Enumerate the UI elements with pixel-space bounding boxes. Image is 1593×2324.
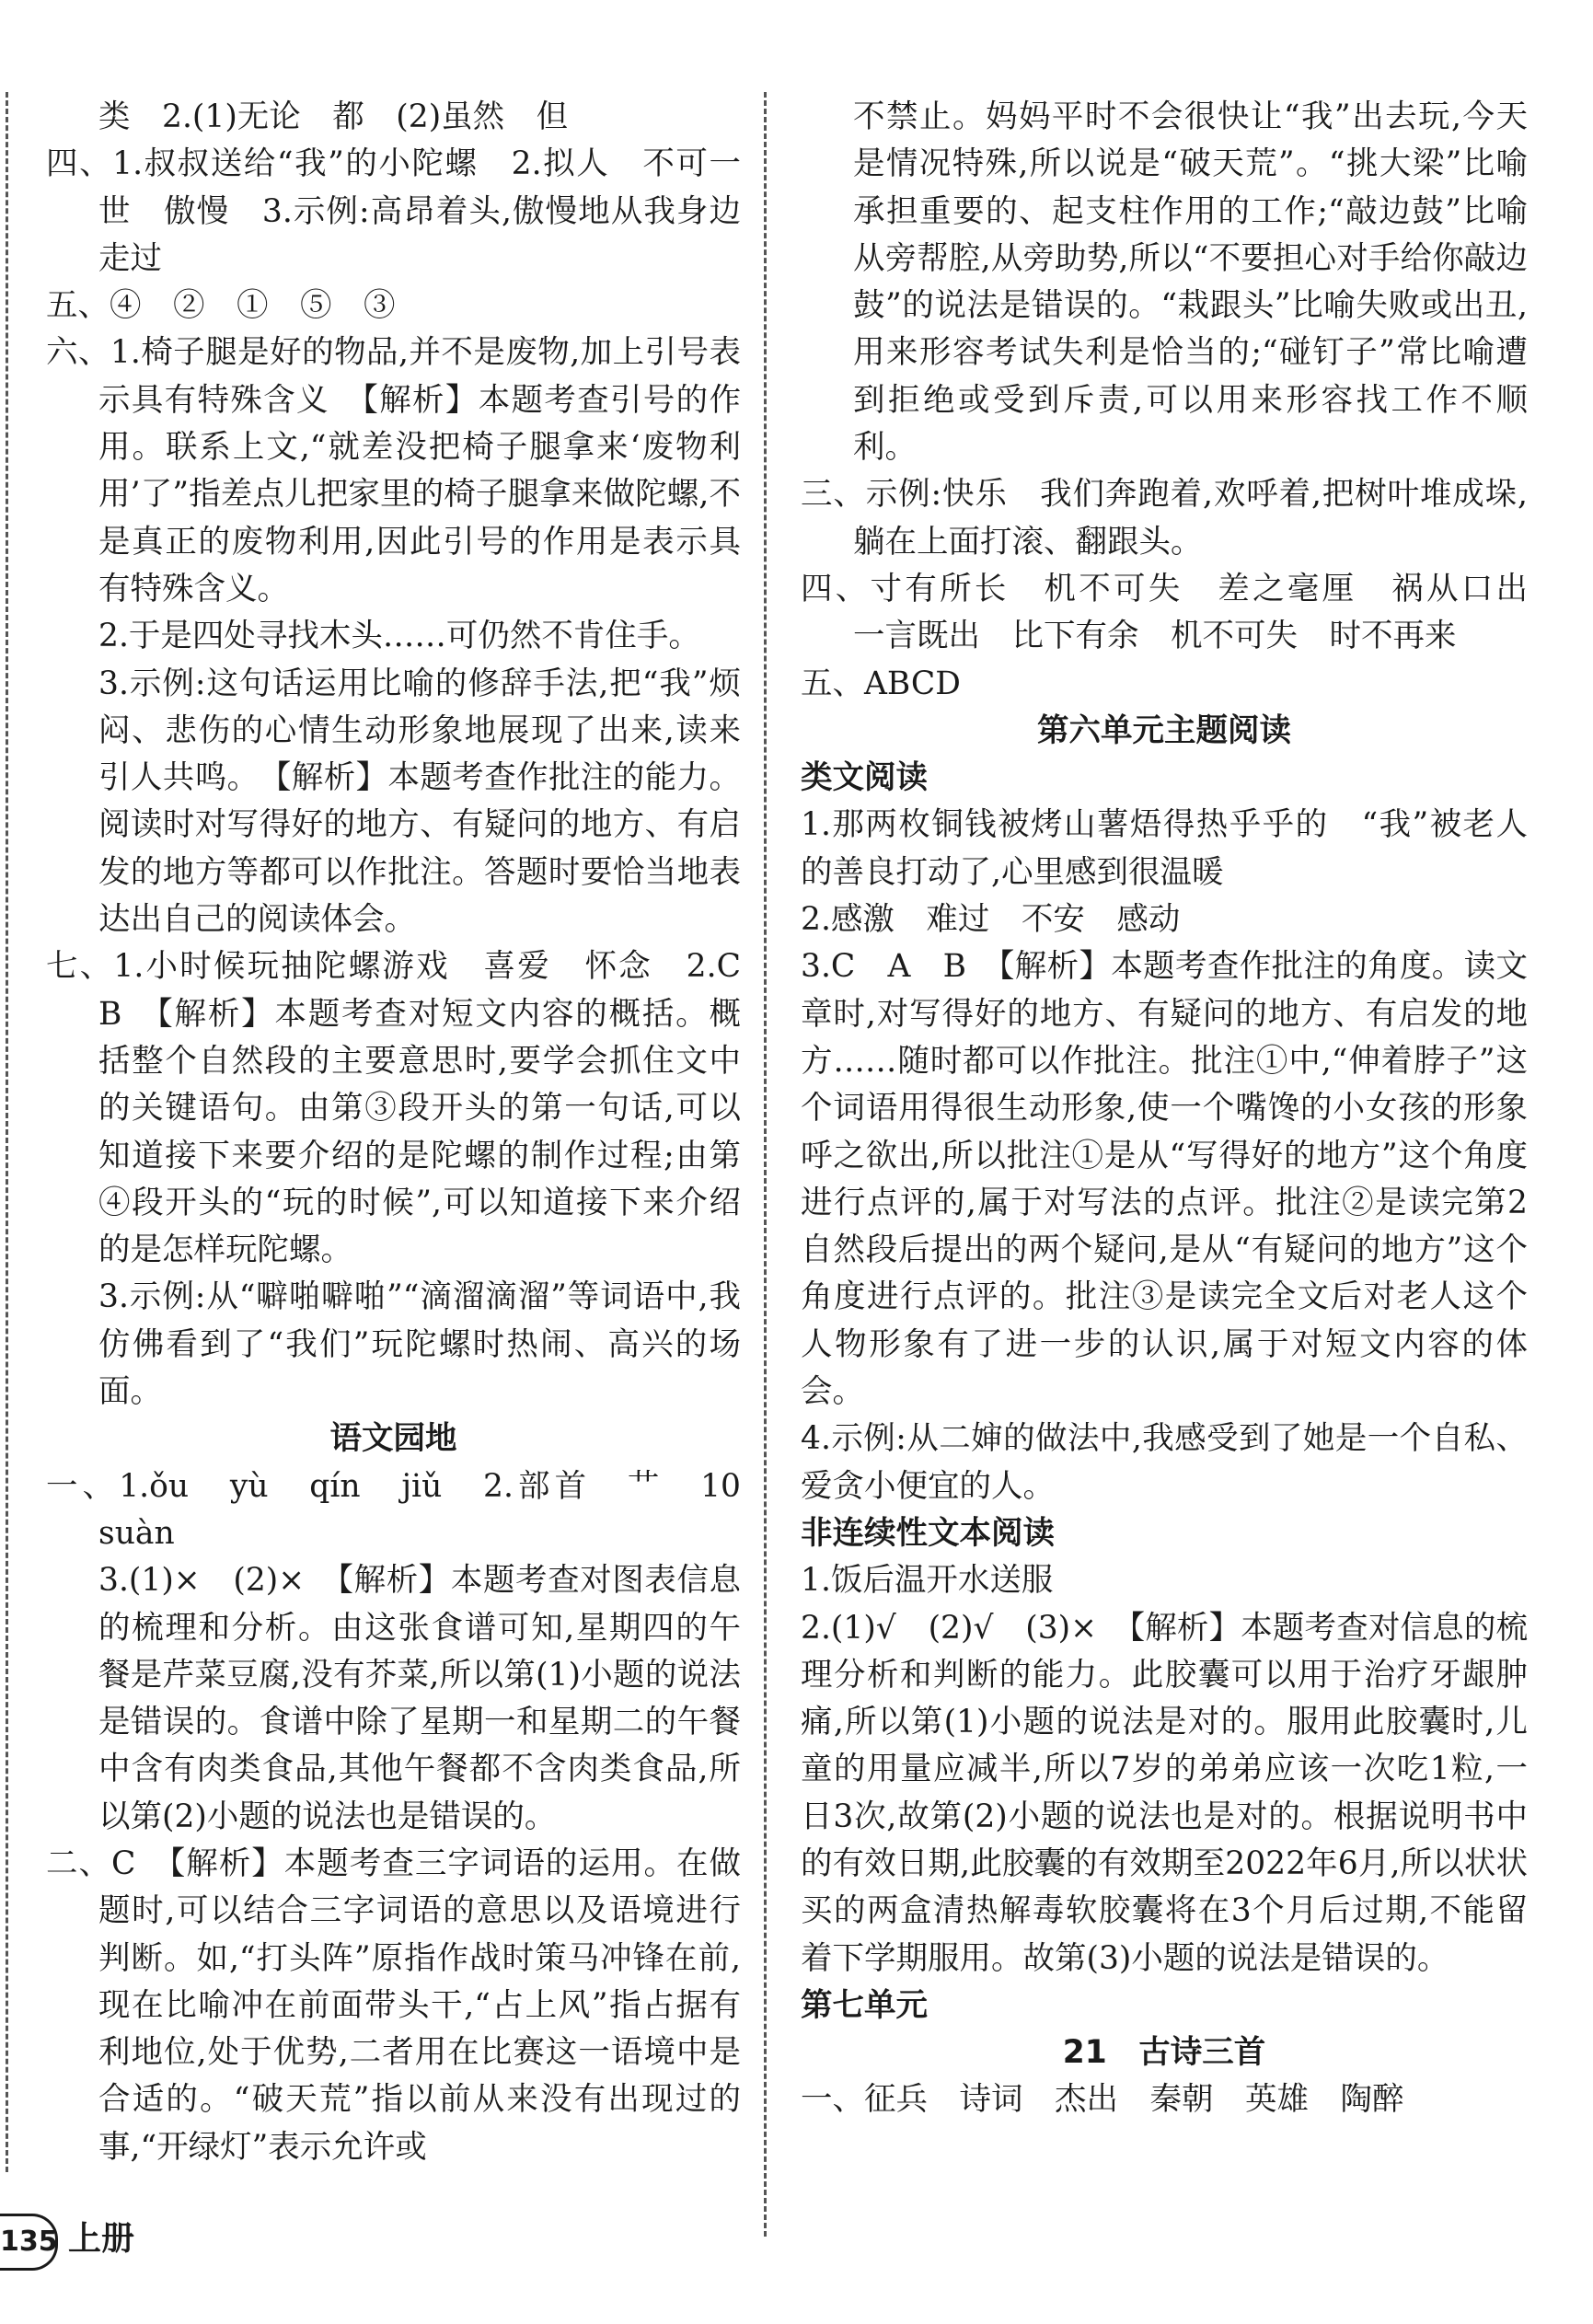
section-heading: 第六单元主题阅读 [1037,711,1291,749]
section-heading: 语文园地 [329,1420,457,1458]
answer-paragraph: 四、1.叔叔送给“我”的小陀螺 2.拟人 不可一世 傲慢 3.示例:高昂着头,傲慢地从我身边走过 [46,145,741,277]
answer-paragraph: 不禁止。妈妈平时不会很快让“我”出去玩,今天是情况特殊,所以说是“破天荒”。“挑大梁”比喻承担重要的、起支柱作用的工作;“敲边鼓”比喻从旁帮腔,从旁助势,所以“不要担心对手给你敲边鼓”的说法是错误的。“栽跟头”比喻失败或出丑,用来形容考试失利是恰当的;“碰钉子”常比喻遭到拒绝或受到斥责,可以用来形容找工作不顺利。 [853,98,1528,467]
section-heading: 21 古诗三首 [1062,2034,1266,2072]
answer-paragraph: 三、示例:快乐 我们奔跑着,欢呼着,把树叶堆成垛,躺在上面打滚、翻跟头。 [801,476,1528,561]
left-margin-dashed-line [6,92,8,2172]
answer-paragraph: 4.示例:从二婶的做法中,我感受到了她是一个自私、爱贪小便宜的人。 [801,1420,1528,1505]
section-heading: 非连续性文本阅读 [801,1514,1055,1552]
answer-paragraph: 1.饭后温开水送服 [801,1562,1054,1600]
answer-paragraph: 3.示例:这句话运用比喻的修辞手法,把“我”烦闷、悲伤的心情生动形象地展现了出来,读来引人共鸣。 【解析】本题考查作批注的能力。阅读时对写得好的地方、有疑问的地方、有启发的地方等都可以作批注。答题时要恰当地表达出自己的阅读体会。 [98,665,741,939]
answer-paragraph: 五、④ ② ① ⑤ ③ [46,287,396,325]
answer-paragraph: 五、ABCD [801,665,961,702]
left-column [46,94,773,2171]
answer-paragraph: 3.C A B 【解析】本题考查作批注的角度。读文章时,对写得好的地方、有疑问的地方、有启发的地方……随时都可以作批注。批注①中,“伸着脖子”这个词语用得很生动形象,使一个嘴馋的小女孩的形象呼之欲出,所以批注①是从“写得好的地方”这个角度进行点评的,属于对写法的点评。批注②是读完第2自然段后提出的两个疑问,是从“有疑问的地方”这个角度进行点评的。批注③是读完全文后对老人这个人物形象有了进一步的认识,属于对短文内容的体会。 [801,948,1528,1411]
answer-paragraph: 3.(1)× (2)× 【解析】本题考查对图表信息的梳理和分析。由这张食谱可知,星期四的午餐是芹菜豆腐,没有芥菜,所以第(1)小题的说法是错误的。食谱中除了星期一和星期二的午餐中含有肉类食品,其他午餐都不含肉类食品,所以第(2)小题的说法也是错误的。 [98,1562,741,1835]
answer-paragraph: 1.那两枚铜钱被烤山薯焐得热乎乎的 “我”被老人的善良打动了,心里感到很温暖 [801,806,1528,891]
answer-paragraph: 2.于是四处寻找木头……可仍然不肯住手。 [98,618,700,655]
answer-paragraph: 六、1.椅子腿是好的物品,并不是废物,加上引号表示具有特殊含义 【解析】本题考查引号的作用。联系上文,“就差没把椅子腿拿来‘废物利用’了”指差点儿把家里的椅子腿拿来做陀螺,不是真正的废物利用,因此引号的作用是表示具有特殊含义。 [46,334,741,607]
answer-paragraph: 3.示例:从“噼啪噼啪”“滴溜滴溜”等词语中,我仿佛看到了“我们”玩陀螺时热闹、高兴的场面。 [98,1278,741,1411]
answer-paragraph: 一、征兵 诗词 杰出 秦朝 英雄 陶醉 [801,2081,1404,2119]
answer-paragraph: 类 2.(1)无论 都 (2)虽然 但 [98,98,569,135]
answer-paragraph: 四、寸有所长 机不可失 差之毫厘 祸从口出 一言既出 比下有余 机不可失 时不再来 [801,570,1560,655]
answer-paragraph: 二、C 【解析】本题考查三字词语的运用。在做题时,可以结合三字词语的意思以及语境进行判断。如,“打头阵”原指作战时策马冲锋在前,现在比喻冲在前面带头干,“占上风”指占据有利地位,处于优势,二者用在比赛这一语境中是合适的。“破天荒”指以前从来没有出现过的事,“开绿灯”表示允许或 [46,1844,741,2166]
section-heading: 第七单元 [801,1986,928,2024]
answer-paragraph: 2.感激 难过 不安 感动 [801,901,1181,939]
section-heading: 类文阅读 [801,759,928,797]
answer-paragraph: 七、1.小时候玩抽陀螺游戏 喜爱 怀念 2.C B 【解析】本题考查对短文内容的概括。概括整个自然段的主要意思时,要学会抓住文中的关键语句。由第③段开头的第一句话,可以知道接下来要介绍的是陀螺的制作过程;由第④段开头的“玩的时候”,可以知道接下来介绍的是怎样玩陀螺。 [46,948,773,1269]
column-divider [764,92,767,2237]
page-number-badge: 135 [0,2214,58,2271]
right-column [801,94,1560,2124]
volume-label: 上册 [68,2220,135,2258]
answer-paragraph: 2.(1)√ (2)√ (3)× 【解析】本题考查对信息的梳理分析和判断的能力。此胶囊可以用于治疗牙龈肿痛,所以第(1)小题的说法是对的。服用此胶囊时,儿童的用量应减半,所以7岁的弟弟应该一次吃1粒,一日3次,故第(2)小题的说法也是对的。根据说明书中的有效日期,此胶囊的有效期至2022年6月,所以状状买的两盒清热解毒软胶囊将在3个月后过期,不能留着下学期服用。故第(3)小题的说法是错误的。 [801,1609,1528,1977]
answer-paragraph: 一、1.ǒu yù qín jiǔ 2.部首 艹 10 suàn [46,1467,773,1552]
